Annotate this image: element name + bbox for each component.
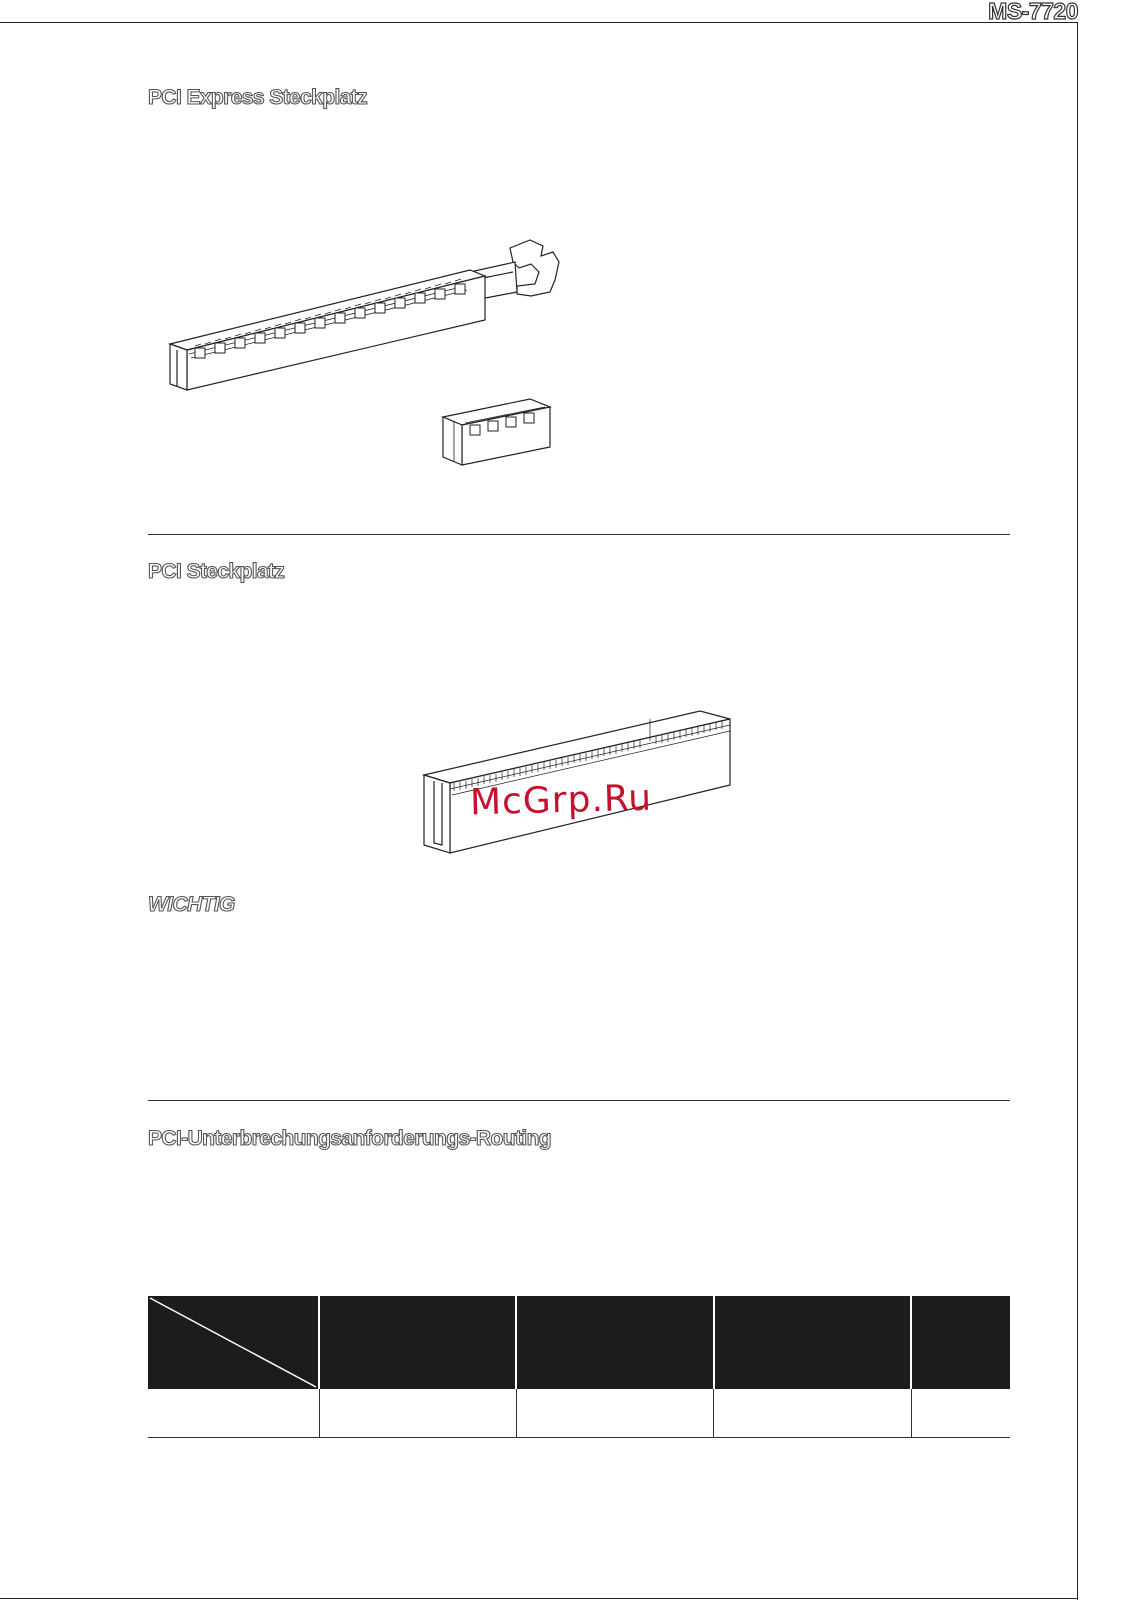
- irq-routing-heading: PCI-Unterbrechungsanforderungs-Routing: [148, 1127, 552, 1150]
- table-row: [148, 1389, 1010, 1438]
- table-header-cell: [516, 1296, 713, 1389]
- table-cell: [148, 1389, 319, 1438]
- irq-routing-table: [148, 1296, 1010, 1438]
- important-heading: WICHTIG: [148, 893, 235, 916]
- table-header-cell: [714, 1296, 911, 1389]
- watermark-text: McGrp.Ru: [469, 777, 653, 824]
- table-cell: [516, 1389, 713, 1438]
- model-number: MS-7720: [988, 0, 1078, 24]
- table-header-cell: [319, 1296, 516, 1389]
- table-header-row: [148, 1296, 1010, 1389]
- diagonal-header-cell: [148, 1296, 319, 1389]
- diagonal-divider: [148, 1296, 318, 1389]
- table-header-cell: [911, 1296, 1010, 1389]
- pci-slot-heading: PCI Steckplatz: [148, 560, 285, 583]
- section-divider: [148, 534, 1010, 535]
- section-divider: [148, 1100, 1010, 1101]
- page-frame-top: [0, 22, 1078, 23]
- table-cell: [911, 1389, 1010, 1438]
- page-frame-right: [1077, 22, 1078, 1600]
- pcie-x16-slot-illustration: [165, 232, 585, 407]
- pcie-x1-slot-illustration: [440, 395, 560, 475]
- page-frame-bottom: [0, 1598, 1078, 1599]
- pcie-slot-heading: PCI Express Steckplatz: [148, 86, 368, 109]
- table-cell: [319, 1389, 516, 1438]
- table-cell: [714, 1389, 911, 1438]
